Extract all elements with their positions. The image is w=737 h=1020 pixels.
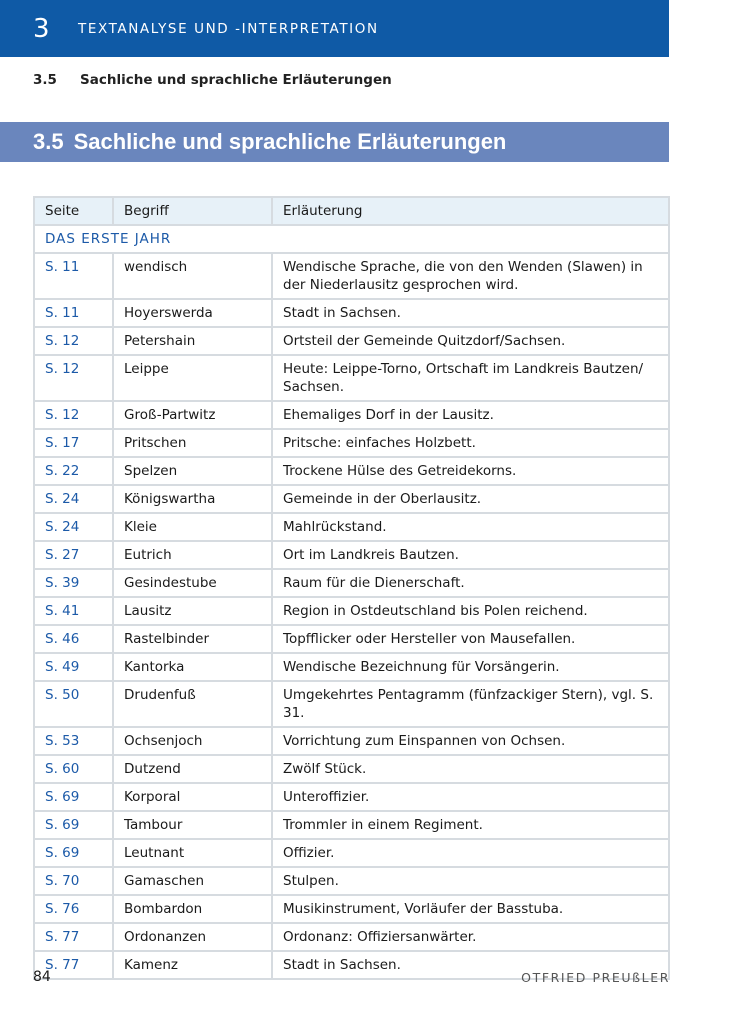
cell-explanation: Vorrichtung zum Einspannen von Ochsen. — [272, 727, 669, 755]
cell-page: S. 24 — [34, 485, 113, 513]
subheader-number: 3.5 — [33, 72, 57, 88]
cell-term: Dutzend — [113, 755, 272, 783]
chapter-number: 3 — [33, 13, 50, 44]
cell-term: Tambour — [113, 811, 272, 839]
table-row — [34, 839, 669, 867]
table-row — [34, 327, 669, 355]
table-row — [34, 867, 669, 895]
cell-page: S. 69 — [34, 839, 113, 867]
chapter-title: TEXTANALYSE UND -INTERPRETATION — [78, 20, 379, 37]
table-row — [34, 783, 669, 811]
table-row — [34, 569, 669, 597]
cell-page: S. 39 — [34, 569, 113, 597]
cell-term: wendisch — [113, 253, 272, 299]
table-row — [34, 653, 669, 681]
table-row — [34, 457, 669, 485]
cell-explanation: Trockene Hülse des Getreidekorns. — [272, 457, 669, 485]
cell-term: Spelzen — [113, 457, 272, 485]
table-row — [34, 299, 669, 327]
cell-term: Ordonanzen — [113, 923, 272, 951]
cell-term: Gamaschen — [113, 867, 272, 895]
page-number: 84 — [33, 969, 51, 985]
cell-term: Petershain — [113, 327, 272, 355]
cell-term: Gesindestube — [113, 569, 272, 597]
cell-explanation: Topfflicker oder Hersteller von Mausefallen. — [272, 625, 669, 653]
cell-explanation: Wendische Bezeichnung für Vorsängerin. — [272, 653, 669, 681]
cell-term: Rastelbinder — [113, 625, 272, 653]
cell-page: S. 12 — [34, 401, 113, 429]
cell-explanation: Trommler in einem Regiment. — [272, 811, 669, 839]
cell-page: S. 41 — [34, 597, 113, 625]
table-row — [34, 895, 669, 923]
table-row — [34, 625, 669, 653]
cell-explanation: Raum für die Dienerschaft. — [272, 569, 669, 597]
cell-page: S. 76 — [34, 895, 113, 923]
cell-explanation: Ortsteil der Gemeinde Quitzdorf/Sachsen. — [272, 327, 669, 355]
cell-page: S. 53 — [34, 727, 113, 755]
cell-page: S. 17 — [34, 429, 113, 457]
group-row — [34, 225, 669, 253]
cell-page: S. 69 — [34, 811, 113, 839]
cell-term: Hoyerswerda — [113, 299, 272, 327]
cell-explanation: Pritsche: einfaches Holzbett. — [272, 429, 669, 457]
running-subheader — [33, 72, 392, 88]
column-header-explanation: Erläuterung — [272, 197, 669, 225]
cell-term: Kantorka — [113, 653, 272, 681]
cell-term: Eutrich — [113, 541, 272, 569]
table-row — [34, 429, 669, 457]
author-name: OTFRIED PREUßLER — [521, 970, 670, 985]
column-header-term: Begriff — [113, 197, 272, 225]
cell-explanation: Region in Ostdeutschland bis Polen reichend. — [272, 597, 669, 625]
cell-page: S. 22 — [34, 457, 113, 485]
cell-page: S. 11 — [34, 299, 113, 327]
cell-page: S. 12 — [34, 355, 113, 401]
cell-page: S. 46 — [34, 625, 113, 653]
table-row — [34, 513, 669, 541]
section-title: Sachliche und sprachliche Erläuterungen — [73, 129, 507, 154]
cell-page: S. 69 — [34, 783, 113, 811]
table-row — [34, 355, 669, 401]
cell-explanation: Stadt in Sachsen. — [272, 951, 669, 979]
cell-term: Groß-Partwitz — [113, 401, 272, 429]
cell-explanation: Mahlrückstand. — [272, 513, 669, 541]
cell-term: Lausitz — [113, 597, 272, 625]
section-number: 3.5 — [33, 129, 64, 154]
glossary-table — [33, 196, 670, 980]
cell-page: S. 24 — [34, 513, 113, 541]
table-row — [34, 727, 669, 755]
subheader-title: Sachliche und sprachliche Erläuterungen — [80, 72, 392, 88]
cell-term: Korporal — [113, 783, 272, 811]
table-row — [34, 811, 669, 839]
cell-page: S. 12 — [34, 327, 113, 355]
cell-term: Drudenfuß — [113, 681, 272, 727]
cell-explanation: Gemeinde in der Oberlausitz. — [272, 485, 669, 513]
table-row — [34, 755, 669, 783]
cell-explanation: Stulpen. — [272, 867, 669, 895]
cell-page: S. 70 — [34, 867, 113, 895]
table-row — [34, 253, 669, 299]
table-row — [34, 401, 669, 429]
table-row — [34, 923, 669, 951]
cell-term: Ochsenjoch — [113, 727, 272, 755]
table-header-row — [34, 197, 669, 225]
section-banner — [0, 122, 669, 162]
cell-explanation: Ordonanz: Offiziersanwärter. — [272, 923, 669, 951]
table-row — [34, 485, 669, 513]
cell-term: Königswartha — [113, 485, 272, 513]
column-header-page: Seite — [34, 197, 113, 225]
cell-page: S. 77 — [34, 951, 113, 979]
cell-explanation: Offizier. — [272, 839, 669, 867]
cell-explanation: Ort im Landkreis Bautzen. — [272, 541, 669, 569]
cell-term: Leippe — [113, 355, 272, 401]
cell-term: Kamenz — [113, 951, 272, 979]
table-row — [34, 541, 669, 569]
cell-page: S. 60 — [34, 755, 113, 783]
cell-page: S. 50 — [34, 681, 113, 727]
group-label: DAS ERSTE JAHR — [34, 225, 669, 253]
cell-page: S. 27 — [34, 541, 113, 569]
cell-explanation: Unteroffizier. — [272, 783, 669, 811]
cell-explanation: Heute: Leippe-Torno, Ortschaft im Landkreis Bautzen/ Sachsen. — [272, 355, 669, 401]
table-row — [34, 597, 669, 625]
cell-page: S. 11 — [34, 253, 113, 299]
table-row — [34, 681, 669, 727]
cell-explanation: Zwölf Stück. — [272, 755, 669, 783]
cell-explanation: Musikinstrument, Vorläufer der Basstuba. — [272, 895, 669, 923]
cell-explanation: Umgekehrtes Pentagramm (fünfzackiger Stern), vgl. S. 31. — [272, 681, 669, 727]
cell-explanation: Ehemaliges Dorf in der Lausitz. — [272, 401, 669, 429]
cell-explanation: Stadt in Sachsen. — [272, 299, 669, 327]
cell-term: Kleie — [113, 513, 272, 541]
cell-page: S. 49 — [34, 653, 113, 681]
cell-term: Bombardon — [113, 895, 272, 923]
cell-term: Pritschen — [113, 429, 272, 457]
cell-page: S. 77 — [34, 923, 113, 951]
chapter-header-bar — [0, 0, 669, 57]
cell-term: Leutnant — [113, 839, 272, 867]
cell-explanation: Wendische Sprache, die von den Wenden (Slawen) in der Niederlausitz gesprochen wird. — [272, 253, 669, 299]
